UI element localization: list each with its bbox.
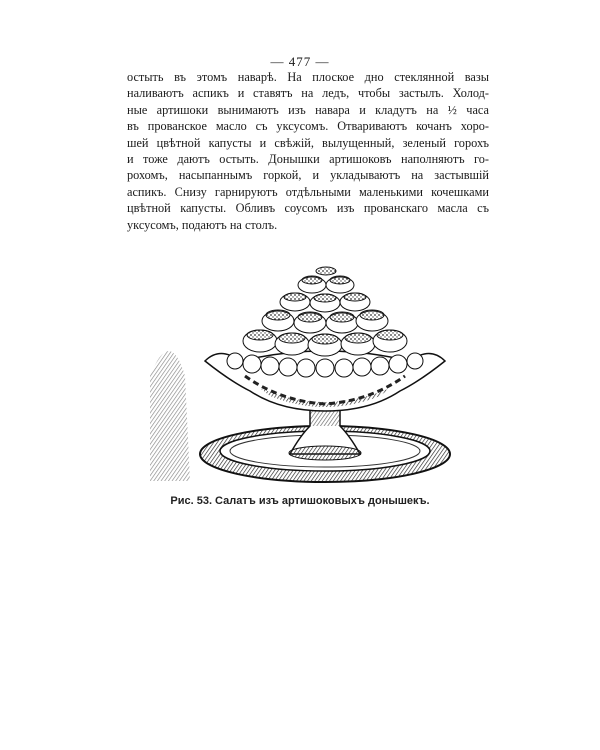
artichoke-pyramid: [243, 267, 407, 356]
text-line-content: аспикъ. Снизу гарнируютъ отдѣльными маленькими кочешками: [127, 184, 489, 199]
text-line: [127, 85, 489, 101]
text-line: [127, 184, 489, 200]
body-paragraph: [127, 69, 489, 233]
text-line: [127, 151, 489, 167]
text-line: [127, 135, 489, 151]
background-shading: [150, 351, 190, 481]
text-line: [127, 118, 489, 134]
text-line-content: уксусомъ, подаютъ на столъ.: [127, 217, 278, 232]
text-line: [127, 102, 489, 118]
artichoke-salad-engraving: [150, 266, 460, 488]
text-line-content: ные артишоки вынимаютъ изъ навара и кладутъ на ½ часа: [127, 102, 489, 117]
page-number: — 477 —: [270, 54, 330, 69]
text-line-content: остыть въ этомъ наварѣ. На плоское дно стеклянной вазы: [127, 70, 489, 84]
figure-caption: Рис. 53. Салатъ изъ артишоковыхъ донышекъ.: [170, 495, 430, 507]
text-line: [127, 69, 489, 85]
text-line: [127, 200, 489, 216]
text-line-content: наливаютъ аспикъ и ставятъ на ледъ, чтобы застылъ. Холод-: [127, 86, 489, 101]
text-line-content: шей цвѣтной капусты и свѣжій, вылущенный, зеленый горохъ: [127, 135, 489, 150]
text-line-content: рохомъ, насыпаннымъ горкой, и укладываютъ на застывшій: [127, 168, 489, 183]
text-line-content: и тоже даютъ остыть. Донышки артишоковъ наполняютъ го-: [127, 151, 489, 166]
text-line-content: цвѣтной капусты. Обливъ соусомъ изъ прованскаго масла съ: [127, 201, 489, 216]
text-line: [127, 167, 489, 183]
text-line: [127, 217, 489, 233]
text-line-content: въ прованское масло съ уксусомъ. Отвариваютъ кочанъ хоро-: [127, 119, 489, 134]
